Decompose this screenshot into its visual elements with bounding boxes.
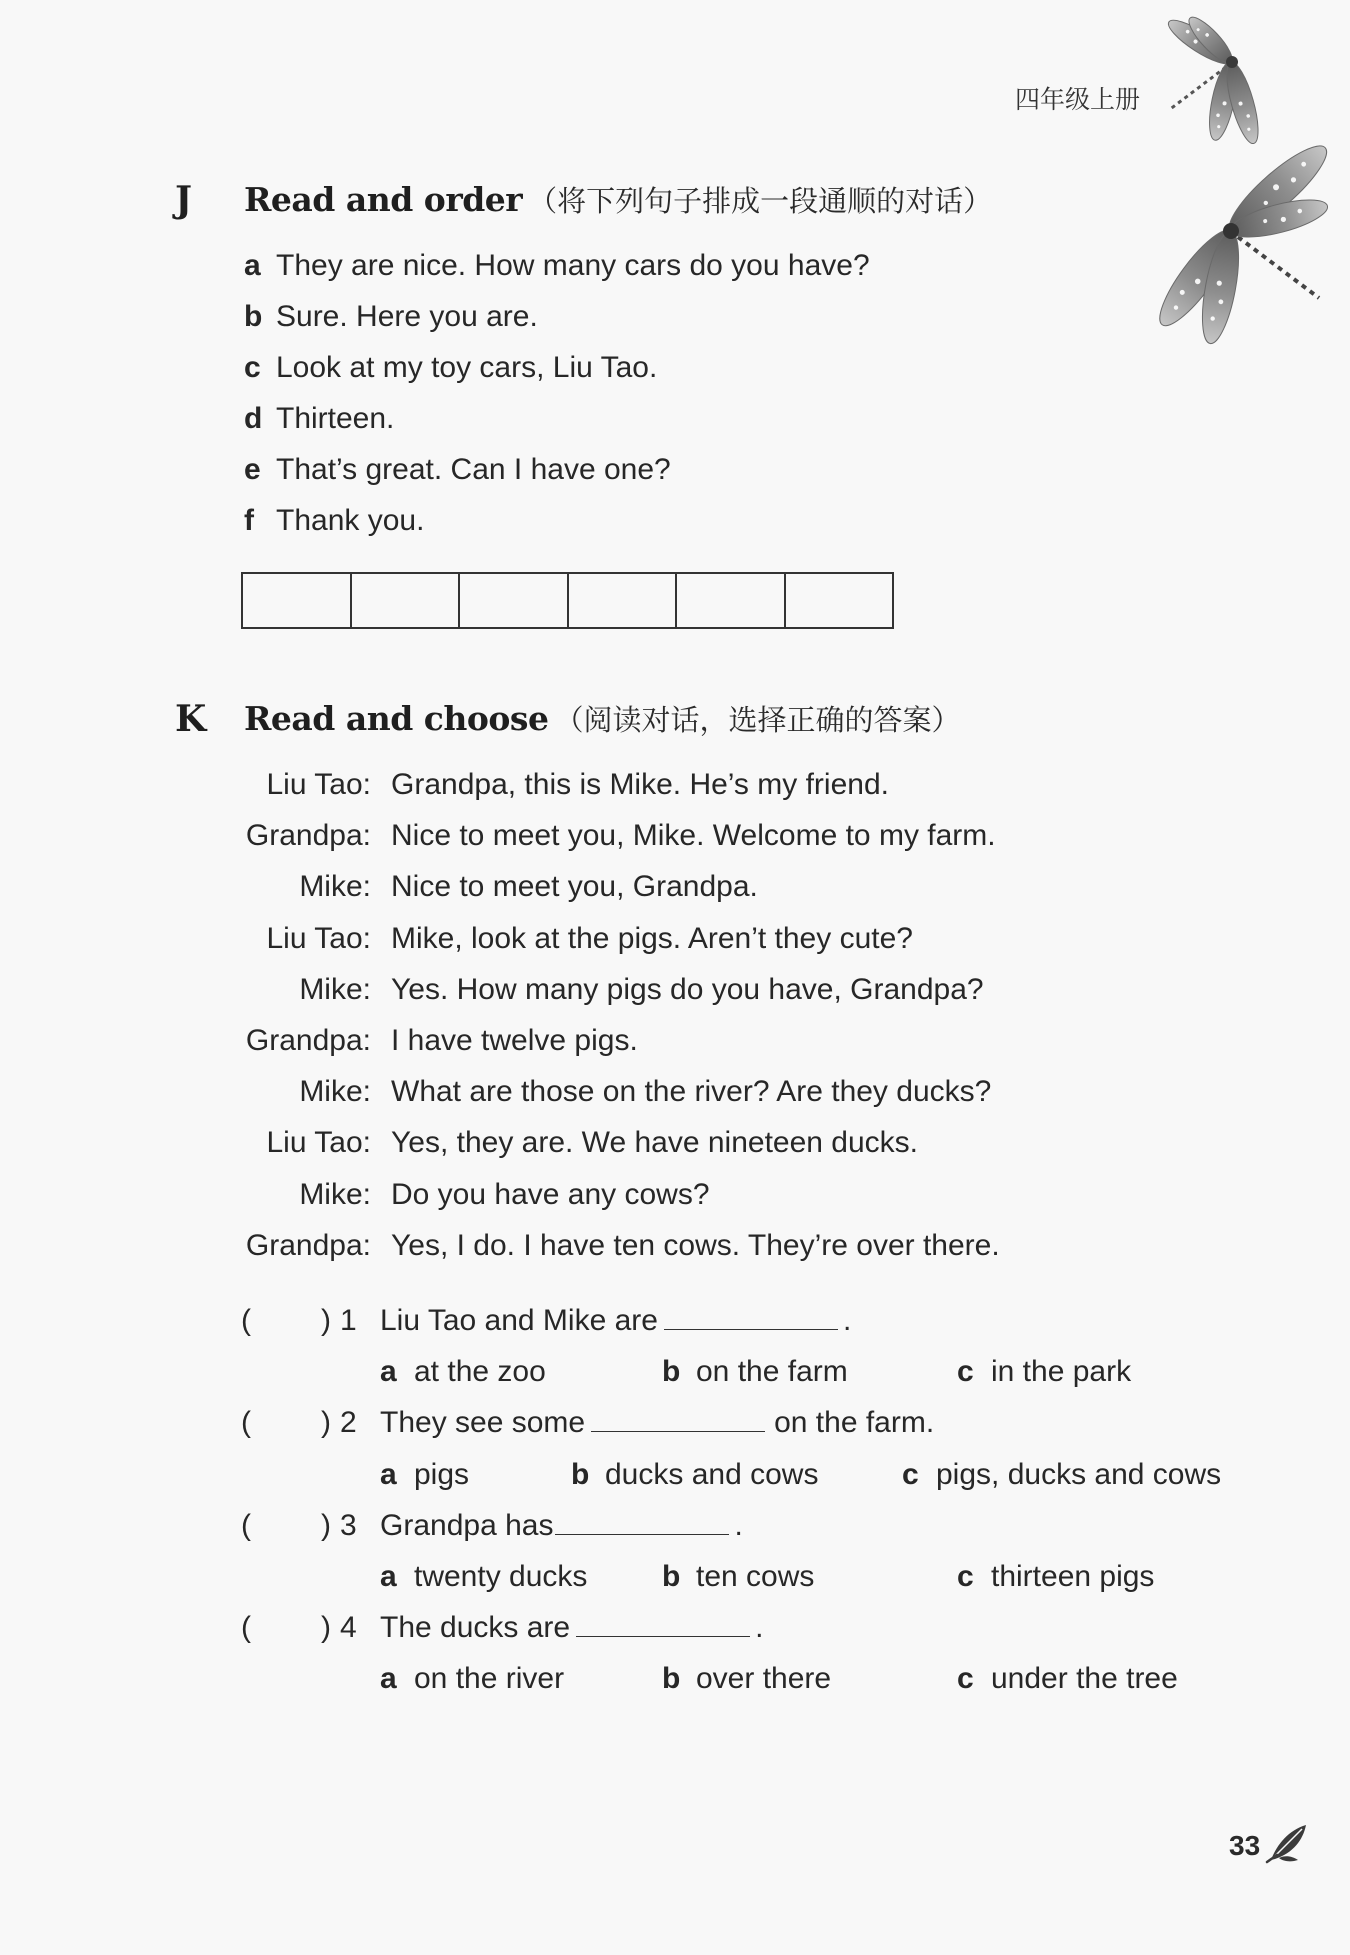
answer-slot[interactable] [258,1301,316,1341]
answer-box[interactable] [243,574,352,627]
sentence [244,291,870,342]
option-row [0,1551,1350,1602]
dragonfly-tail [1238,237,1319,298]
option-label: a [380,1662,397,1696]
answer-box[interactable] [786,574,893,627]
order-answer-boxes [241,572,894,629]
question-ending: . [755,1611,764,1645]
option-text: on the farm [696,1355,848,1389]
option-b [571,1449,818,1500]
option-a [380,1551,587,1602]
option-text: over there [696,1662,832,1696]
answer-box[interactable] [352,574,461,627]
question-stem: The ducks are [380,1611,571,1645]
dragonfly-head [1226,56,1238,68]
section-k-instruction: （阅读对话，选择正确的答案） [554,703,961,737]
dialogue-line [0,1169,1350,1220]
option-text: ducks and cows [605,1457,819,1491]
option-label: a [380,1355,397,1389]
option-label: b [571,1457,590,1491]
dialogue-text: Mike, look at the pigs. Aren’t they cute? [391,921,913,955]
dialogue-text: Do you have any cows? [391,1177,710,1211]
answer-slot[interactable] [258,1403,316,1443]
answer-bracket-open: ( [241,1406,251,1440]
sentence-label: c [244,351,261,384]
dialogue-line [0,1015,1350,1066]
question-number: 2 [340,1406,357,1440]
speaker-name: Mike: [299,972,371,1006]
dialogue-text: I have twelve pigs. [391,1023,638,1057]
questions [0,1295,1350,1705]
answer-box[interactable] [569,574,678,627]
speaker-name: Liu Tao: [266,768,371,801]
option-c [957,1346,1131,1397]
sentence-text: Look at my toy cars, Liu Tao. [276,351,658,384]
question-row [0,1500,1350,1551]
dialogue-line [0,913,1350,964]
sentence-label: d [244,402,263,435]
section-k-title [244,697,961,748]
question-stem: Liu Tao and Mike are [380,1304,658,1337]
dragonfly-bottom [1149,135,1336,346]
sentence [244,240,870,291]
question-number: 3 [340,1508,357,1542]
dialogue-line [0,1117,1350,1168]
option-text: pigs [414,1457,470,1491]
question-ending: on the farm. [774,1406,935,1440]
sentence [244,393,870,444]
dialogue [0,759,1350,1271]
question-text [380,1500,743,1551]
answer-bracket-open: ( [241,1508,251,1542]
speaker-name: Liu Tao: [266,921,371,955]
option-text: under the tree [991,1662,1178,1696]
answer-box[interactable] [677,574,786,627]
option-a [380,1449,469,1500]
question-ending: . [842,1304,852,1337]
option-b [662,1551,814,1602]
question-text [380,1602,763,1653]
page-number: 33 [1229,1830,1261,1861]
answer-bracket-close: ) [321,1304,331,1337]
answer-blank[interactable] [576,1612,750,1637]
dialogue-text: Yes, they are. We have nineteen ducks. [391,1126,919,1160]
answer-box[interactable] [460,574,569,627]
answer-bracket-close: ) [321,1508,331,1542]
option-a [380,1653,564,1704]
option-text: thirteen pigs [991,1559,1155,1593]
question-text [380,1397,934,1448]
option-label: a [380,1457,397,1491]
option-label: a [380,1559,397,1593]
section-j-heading: Read and order [244,180,523,219]
dialogue-line [0,1220,1350,1271]
dialogue-line [0,964,1350,1015]
answer-blank[interactable] [555,1510,729,1535]
option-text: twenty ducks [414,1559,588,1593]
speaker-name: Grandpa: [245,819,371,853]
dialogue-text: Grandpa, this is Mike. He’s my friend. [391,768,889,801]
speaker-name: Mike: [299,870,371,904]
option-text: ten cows [696,1559,815,1593]
option-a [380,1346,546,1397]
option-row [0,1346,1350,1397]
sentence-label: b [244,300,263,333]
sentence-label: a [244,249,261,282]
option-label: b [662,1355,681,1389]
dialogue-line [0,861,1350,912]
option-label: c [957,1662,974,1696]
option-label: c [957,1559,974,1593]
option-label: b [662,1662,681,1696]
option-label: c [902,1457,919,1491]
option-row [0,1449,1350,1500]
answer-blank[interactable] [591,1407,765,1432]
sentence-text: Thirteen. [276,402,395,435]
answer-bracket-close: ) [321,1406,331,1440]
answer-bracket-open: ( [241,1304,251,1337]
grade-label: 四年级上册 [1015,85,1141,114]
dialogue-line [0,810,1350,861]
question-number: 1 [340,1304,357,1337]
dragonfly-top [1163,12,1264,146]
question-text [380,1295,851,1346]
answer-bracket-open: ( [241,1611,251,1645]
speaker-name: Grandpa: [245,1228,371,1262]
section-j-title [244,178,992,229]
answer-bracket-close: ) [321,1611,331,1645]
sentence-label: f [244,504,254,537]
question-row [0,1397,1350,1448]
option-c [957,1653,1178,1704]
question-row [0,1602,1350,1653]
sentence-text: Thank you. [276,504,425,537]
option-b [662,1346,848,1397]
option-label: c [957,1355,974,1389]
speaker-name: Liu Tao: [266,1126,371,1160]
dialogue-line [0,759,1350,810]
leaf-icon [1265,1822,1309,1864]
dragonfly-head [1223,223,1239,239]
answer-slot[interactable] [258,1608,316,1648]
question-stem: Grandpa has [380,1508,554,1542]
question-row [0,1295,1350,1346]
dialogue-text: Nice to meet you, Mike. Welcome to my farm. [391,819,996,853]
section-j-letter: J [175,179,193,221]
sentence [244,495,870,546]
section-j-instruction: （将下列句子排成一段通顺的对话） [528,184,993,218]
option-c [902,1449,1221,1500]
dialogue-text: What are those on the river? Are they ducks? [391,1075,992,1109]
answer-slot[interactable] [258,1506,316,1546]
option-text: at the zoo [414,1355,546,1389]
option-label: b [662,1559,681,1593]
question-stem: They see some [380,1406,586,1440]
sentence-label: e [244,453,261,486]
dialogue-text: Nice to meet you, Grandpa. [391,870,758,904]
dialogue-text: Yes, I do. I have ten cows. They’re over there. [391,1228,1000,1262]
question-ending: . [734,1508,743,1542]
dragonfly-icon [1140,10,1350,360]
option-row [0,1653,1350,1704]
option-text: in the park [991,1355,1132,1389]
option-b [662,1653,831,1704]
speaker-name: Mike: [299,1075,371,1109]
dialogue-text: Yes. How many pigs do you have, Grandpa? [391,972,984,1006]
option-text: pigs, ducks and cows [936,1457,1222,1491]
answer-blank[interactable] [664,1305,838,1330]
sentence-text: Sure. Here you are. [276,300,538,333]
speaker-name: Mike: [299,1177,371,1211]
speaker-name: Grandpa: [245,1023,371,1057]
leaf-small-blade [1279,1856,1298,1861]
section-k-heading: Read and choose [244,699,549,738]
sentence-list [244,240,870,546]
sentence-text: They are nice. How many cars do you have? [276,249,870,282]
section-k-letter: K [175,698,207,740]
sentence-text: That’s great. Can I have one? [276,453,671,486]
dialogue-line [0,1066,1350,1117]
sentence [244,342,870,393]
sentence [244,444,870,495]
option-c [957,1551,1154,1602]
option-text: on the river [414,1662,565,1696]
question-number: 4 [340,1611,357,1645]
